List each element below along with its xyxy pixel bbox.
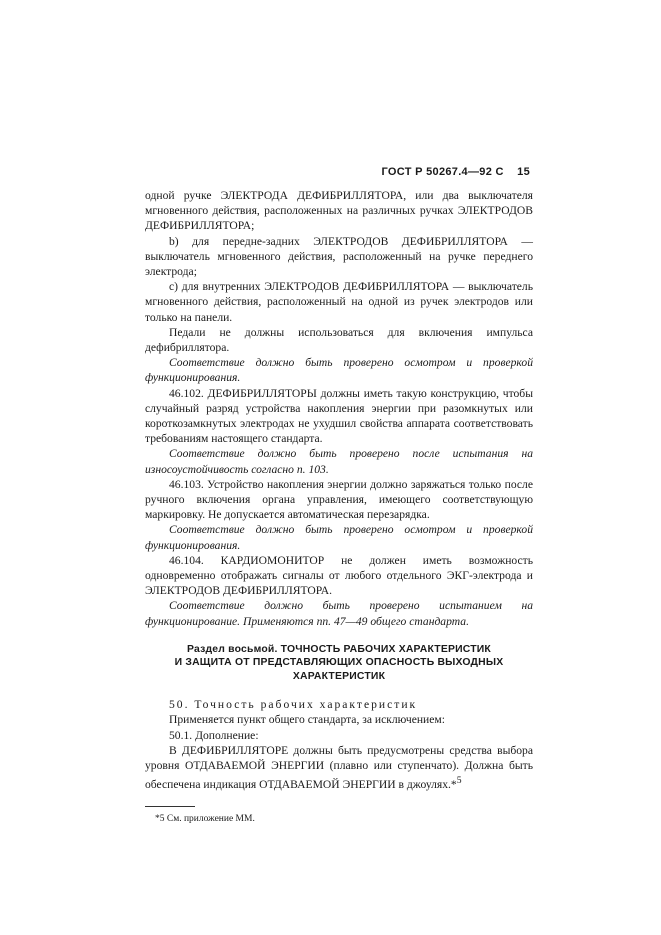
footnote-ref: 5 bbox=[456, 775, 462, 787]
clause-46-102: 46.102. ДЕФИБРИЛЛЯТОРЫ должны иметь такую конструкцию, чтобы случайный разряд устройства накопления энергии при разомкнутых или короткозамкнутых электродах не ухудшил свойства аппарата соответствовать требованиям настоящего стандарта. bbox=[145, 386, 533, 446]
footnote-divider bbox=[145, 806, 195, 807]
section-title-line3: ХАРАКТЕРИСТИК bbox=[292, 670, 386, 682]
section-title-line2: И ЗАЩИТА ОТ ПРЕДСТАВЛЯЮЩИХ ОПАСНОСТЬ ВЫХОДНЫХ bbox=[174, 657, 504, 669]
compliance-note: Соответствие должно быть проверено испытанием на функционирование. Применяются пп. 47—49 общего стандарта. bbox=[145, 599, 533, 628]
document-body bbox=[145, 188, 533, 825]
clause-46-103: 46.103. Устройство накопления энергии должно заряжаться только после ручного включения органа управления, имеющего соответствующую маркировку. Не допускается автоматическая перезарядка. bbox=[145, 477, 533, 522]
compliance-note: Соответствие должно быть проверено осмотром и проверкой функционирования. bbox=[145, 356, 533, 385]
page-number: 15 bbox=[517, 166, 530, 178]
paragraph: Педали не должны использоваться для включения импульса дефибриллятора. bbox=[145, 325, 533, 355]
footnote: *5 См. приложение ММ. bbox=[155, 814, 255, 825]
paragraph: b) для передне-задних ЭЛЕКТРОДОВ ДЕФИБРИЛЛЯТОРА — выключатель мгновенного действия, расположенный на ручке переднего электрода; bbox=[145, 234, 533, 279]
clause-50-1-text bbox=[145, 743, 533, 792]
clause-50-1-heading: 50.1. Дополнение: bbox=[169, 728, 259, 742]
section-prefix: Раздел восьмой. bbox=[187, 643, 278, 655]
compliance-note: Соответствие должно быть проверено осмотром и проверкой функционирования. bbox=[145, 523, 533, 552]
clause-46-104: 46.104. КАРДИОМОНИТОР не должен иметь возможность одновременно отображать сигналы от любого отдельного ЭКГ-электрода и ЭЛЕКТРОДОВ ДЕФИБРИЛЛЯТОРА. bbox=[145, 553, 533, 598]
compliance-note: Соответствие должно быть проверено после испытания на износоустойчивость согласно п. 103. bbox=[145, 447, 533, 476]
section-title-line1: ТОЧНОСТЬ РАБОЧИХ ХАРАКТЕРИСТИК bbox=[280, 643, 491, 655]
clause-50-1-body: В ДЕФИБРИЛЛЯТОРЕ должны быть предусмотрены средства выбора уровня ОТДАВАЕМОЙ ЭНЕРГИИ (плавно или ступенчато). Должна быть обеспечена индикация ОТДАВАЕМОЙ ЭНЕРГИИ в джоулях.* bbox=[145, 743, 533, 791]
clause-50-heading: 50. Точность рабочих характеристик bbox=[169, 698, 418, 712]
section-title bbox=[145, 643, 533, 683]
paragraph: c) для внутренних ЭЛЕКТРОДОВ ДЕФИБРИЛЛЯТОРА — выключатель мгновенного действия, расположенный на одной из ручек электродов или только на панели. bbox=[145, 280, 533, 324]
page-header bbox=[340, 166, 530, 178]
standard-designation: ГОСТ Р 50267.4—92 С bbox=[381, 166, 504, 178]
clause-50-text: Применяется пункт общего стандарта, за исключением: bbox=[169, 713, 445, 727]
paragraph: одной ручке ЭЛЕКТРОДА ДЕФИБРИЛЛЯТОРА, или два выключателя мгновенного действия, расположенных на различных ручках ЭЛЕКТРОДОВ ДЕФИБРИЛЛЯТОРА; bbox=[145, 189, 533, 233]
